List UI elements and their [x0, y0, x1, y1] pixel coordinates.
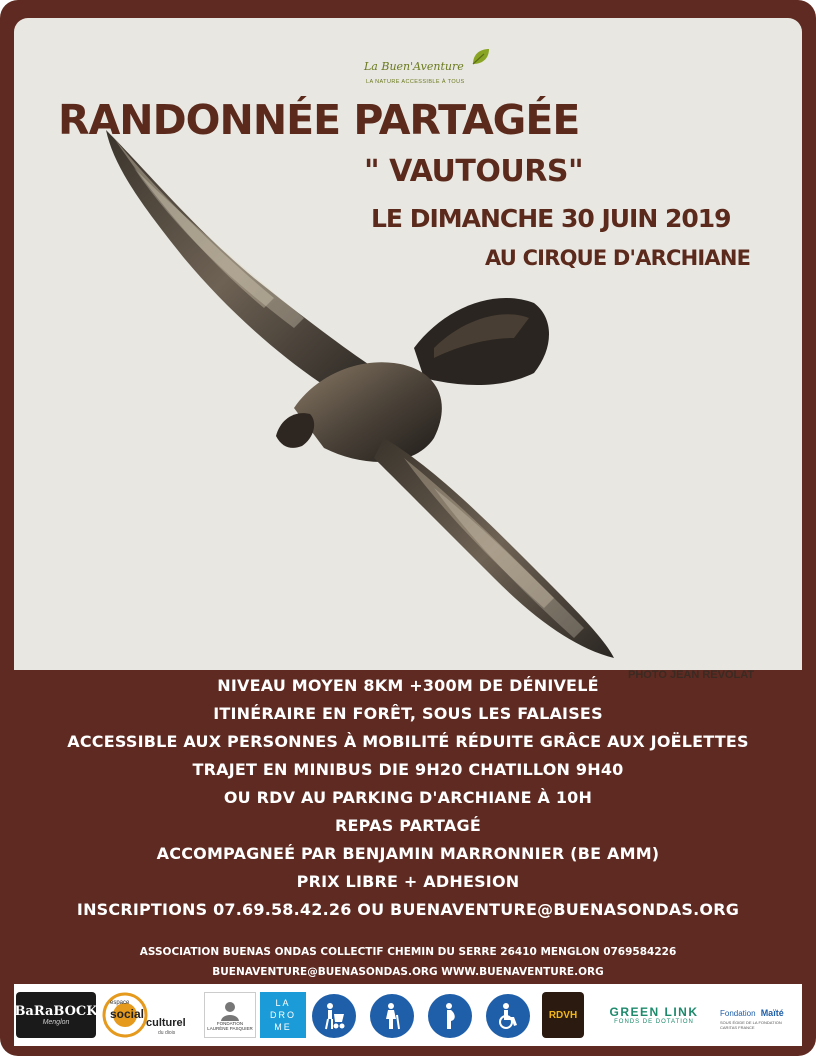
pregnant-glyph	[435, 1001, 465, 1031]
green-link-logo	[594, 992, 714, 1038]
drome-line-1: LA	[275, 998, 291, 1008]
brand-tagline: LA NATURE ACCESSIBLE À TOUS	[366, 79, 465, 85]
detail-registration: INSCRIPTIONS 07.69.58.42.26 OU BUENAVENTURE@BUENASONDAS.ORG	[76, 900, 740, 919]
maite-sub: SOUS ÉGIDE DE LA FONDATION CARITAS FRANCE	[720, 1019, 782, 1030]
green-link-name: GREEN LINK	[609, 1005, 699, 1019]
detail-meeting-point: OU RDV AU PARKING D'ARCHIANE À 10H	[223, 788, 593, 807]
vulture-photo	[14, 18, 802, 681]
rdvh-logo	[542, 992, 584, 1038]
detail-guide: ACCOMPAGNEÉ PAR BENJAMIN MARRONNIER (BE AMM)	[156, 844, 660, 863]
detail-route: ITINÉRAIRE EN FORÊT, SOUS LES FALAISES	[213, 704, 603, 723]
wheelchair-glyph	[493, 1001, 523, 1031]
fondation-pasquier-name: FONDATION LAURÈNE PASQUIER	[207, 1021, 253, 1031]
portrait-icon	[219, 999, 241, 1021]
drome-line-3: ME	[274, 1022, 292, 1032]
rdvh-name: RDVH	[548, 1009, 578, 1021]
green-link-sub: FONDS DE DOTATION	[614, 1019, 694, 1025]
brand-name: La Buen'Aventure	[364, 60, 464, 73]
event-date: LE DIMANCHE 30 JUIN 2019	[371, 204, 731, 233]
stroller-icon	[312, 994, 356, 1038]
espace-social-culturel-logo	[102, 992, 198, 1038]
detail-price: PRIX LIBRE + ADHESION	[296, 872, 520, 891]
association-info	[0, 942, 816, 982]
espace-culturel: culturel	[146, 1017, 186, 1029]
detail-accessibility: ACCESSIBLE AUX PERSONNES À MOBILITÉ RÉDUITE GRÂCE AUX JOËLETTES	[67, 732, 749, 751]
barabock-name: BaRaBOCK	[14, 1004, 98, 1019]
maite-title	[720, 1001, 784, 1020]
stroller-glyph	[319, 1001, 349, 1031]
elderly-glyph	[377, 1001, 407, 1031]
espace-suffix: du diois	[158, 1030, 176, 1036]
barabock-logo	[16, 992, 96, 1038]
maite-prefix: Fondation	[720, 1008, 756, 1018]
brand-logo	[354, 46, 494, 90]
fondation-pasquier-logo	[204, 992, 256, 1038]
pregnant-person-icon	[428, 994, 472, 1038]
detail-meal: REPAS PARTAGÉ	[335, 816, 481, 835]
event-subtitle: " VAUTOURS"	[364, 154, 584, 189]
wheelchair-icon	[486, 994, 530, 1038]
detail-transport: TRAJET EN MINIBUS DIE 9H20 CHATILLON 9H40	[192, 760, 624, 779]
drome-line-2: DRO	[270, 1010, 296, 1020]
event-place: AU CIRQUE D'ARCHIANE	[485, 246, 751, 270]
association-contact: BUENAVENTURE@BUENASONDAS.ORG WWW.BUENAVENTURE.ORG	[212, 966, 604, 978]
association-address: ASSOCIATION BUENAS ONDAS COLLECTIF CHEMIN DU SERRE 26410 MENGLON 0769584226	[139, 946, 677, 958]
fondation-maite-logo	[720, 992, 800, 1038]
event-details	[0, 672, 816, 924]
page-title: RANDONNÉE PARTAGÉE	[58, 96, 580, 144]
partner-logos	[14, 984, 802, 1046]
maite-name: Maïté	[760, 1007, 784, 1018]
detail-level: NIVEAU MOYEN 8KM +300M DE DÉNIVELÉ	[217, 676, 599, 695]
espace-prefix: espace	[110, 1000, 130, 1006]
la-drome-logo	[260, 992, 306, 1038]
elderly-person-icon	[370, 994, 414, 1038]
espace-social: social	[110, 1007, 145, 1021]
leaf-icon	[470, 46, 492, 68]
photo-credit: PHOTO JEAN REVOLAT	[628, 669, 755, 681]
barabock-sub: Menglon	[42, 1019, 70, 1026]
